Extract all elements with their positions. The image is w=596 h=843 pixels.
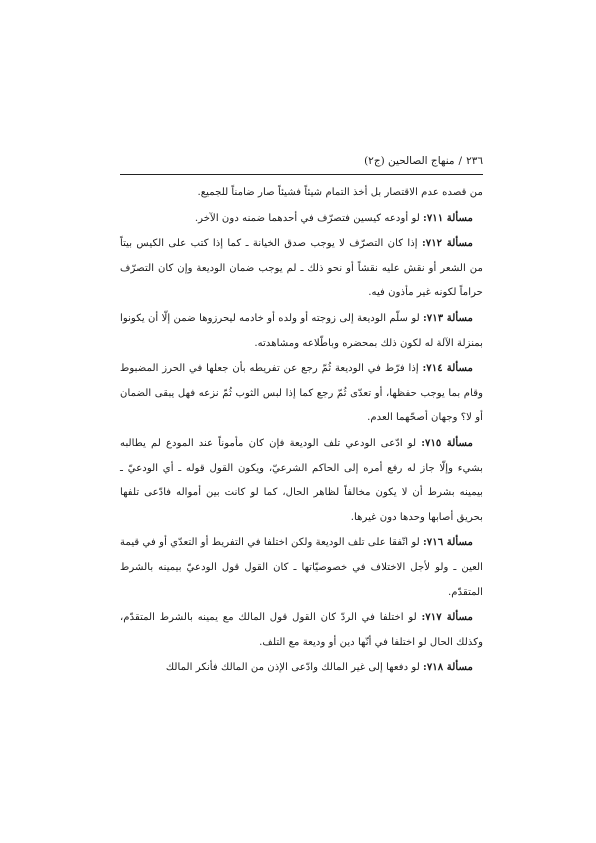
paragraph-text: لو سلّم الوديعة إلى زوجته أو ولده أو خادمه ليحرزوها ضمن إلّا أن يكونوا بمنزلة الآلة له لكون ذلك بمحضره وباطّلاعه ومشاهدته. (120, 312, 483, 349)
paragraph-text: لو اختلفا في الردّ كان القول قول المالك مع يمينه بالشرط المتقدّم، وكذلك الحال لو اختلفا في أنّها دين أو وديعة مع التلف. (120, 612, 483, 648)
issue-label: مسألة ٧١٨: (423, 661, 473, 674)
issue-716 (120, 530, 483, 605)
page-number: ٢٣٦ (466, 155, 483, 167)
issue-711 (120, 206, 483, 232)
page-body (120, 181, 483, 681)
issue-label: مسألة ٧١٥: (421, 436, 473, 449)
paragraph-text: من قصده عدم الاقتصار بل أخذ التمام شيئاً فشيئاً صار ضامناً للجميع. (197, 187, 483, 198)
issue-label: مسألة ٧١٢: (421, 237, 473, 250)
paragraph-continuation (120, 181, 483, 206)
issue-label: مسألة ٧١٤: (422, 362, 473, 375)
issue-712 (120, 231, 483, 306)
paragraph-text: إذا كان التصرّف لا يوجب صدق الخيانة ـ كما إذا كتب على الكيس بيتاً من الشعر أو نقش عليه نقشاً أو نحو ذلك ـ لم يوجب ضمان الوديعة وإن كان التصرّف حراماً لكونه غير مأذون فيه. (120, 238, 483, 299)
issue-label: مسألة ٧١٣: (422, 311, 473, 324)
header-separator: / (458, 155, 463, 167)
document-page (120, 150, 483, 681)
paragraph-text: إذا فرّط في الوديعة ثُمّ رجع عن تفريطه بأن جعلها في الحرز المضبوط وقام بما يوجب حفظها، أو تعدّى ثُمّ رجع كما إذا لبس الثوب ثُمّ نزعه فهل يبقى الضمان أو لا؟ وجهان أصحّهما العدم. (120, 363, 483, 424)
paragraph-text: لو ادّعى الودعي تلف الوديعة فإن كان مأموناً عند المودع لم يطالبه بشيء وإلّا جاز له رفع أمره إلى الحاكم الشرعيّ، ويكون القول قوله ـ أي الودعيّ ـ بيمينه بشرط أن لا يكون مخالفاً لظاهر الحال، كما لو كانت بين أمواله فادّعى تلفها بحريق أصابها وحدها دون غيرها. (120, 437, 483, 523)
running-header (120, 150, 483, 175)
paragraph-text: لو دفعها إلى غير المالك وادّعى الإذن من المالك فأنكر المالك (165, 662, 424, 674)
issue-718 (120, 655, 483, 681)
issue-label: مسألة ٧١١: (423, 211, 473, 224)
issue-715 (120, 431, 483, 530)
issue-717 (120, 605, 483, 655)
issue-label: مسألة ٧١٧: (421, 611, 473, 624)
paragraph-text: لو اتّفقا على تلف الوديعة ولكن اختلفا في التفريط أو التعدّي أو في قيمة العين ـ ولو لأجل الاختلاف في خصوصيّاتها ـ كان القول قول الودعيّ بيمينه بالشرط المتقدّم. (120, 537, 483, 598)
issue-714 (120, 356, 483, 431)
issue-label: مسألة ٧١٦: (423, 536, 474, 549)
issue-713 (120, 306, 483, 356)
paragraph-text: لو أودعه كيسين فتصرّف في أحدهما ضمنه دون الآخر. (194, 212, 424, 224)
book-title: منهاج الصالحين (ج٢) (364, 155, 455, 167)
